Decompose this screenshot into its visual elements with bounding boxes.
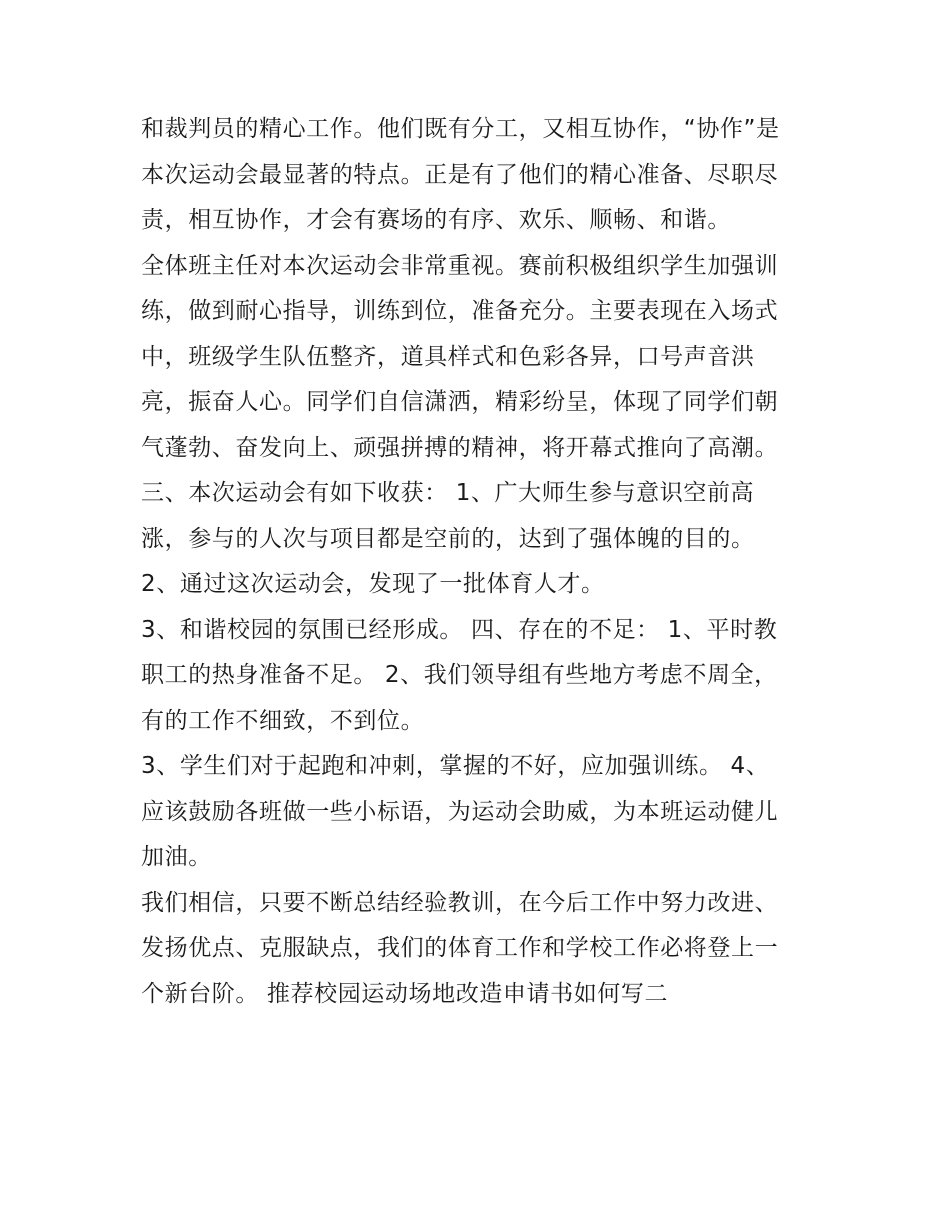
- text-line: 3、学生们对于起跑和冲刺，掌握的不好，应加强训练。 4、: [141, 753, 770, 779]
- text-line: 三、本次运动会有如下收获： 1、广大师生参与意识空前高: [141, 480, 755, 506]
- text-line: 责，相互协作，才会有赛场的有序、欢乐、顺畅、和谐。: [141, 207, 731, 233]
- text-line: 练，做到耐心指导，训练到位，准备充分。主要表现在入场式: [141, 298, 779, 324]
- text-line: 发扬优点、克服缺点，我们的体育工作和学校工作必将登上一: [141, 935, 779, 961]
- text-line: 亮，振奋人心。同学们自信潇洒，精彩纷呈，体现了同学们朝: [141, 389, 779, 415]
- body-text: [141, 107, 821, 1017]
- text-line: 全体班主任对本次运动会非常重视。赛前积极组织学生加强训: [141, 252, 779, 279]
- text-line: 本次运动会最显著的特点。正是有了他们的精心准备、尽职尽: [141, 161, 779, 188]
- text-line: 3、和谐校园的氛围已经形成。 四、存在的不足： 1、平时教: [141, 616, 778, 643]
- text-line: 职工的热身准备不足。 2、我们领导组有些地方考虑不周全，: [141, 662, 778, 688]
- text-line: 我们相信，只要不断总结经验教训，在今后工作中努力改进、: [141, 889, 779, 916]
- text-line: 和裁判员的精心工作。他们既有分工，又相互协作，“协作”是: [141, 116, 780, 142]
- text-line: 有的工作不细致，不到位。: [141, 707, 425, 734]
- text-line: 中，班级学生队伍整齐，道具样式和色彩各异，口号声音洪: [141, 343, 755, 370]
- text-line: 气蓬勃、奋发向上、顽强拼搏的精神，将开幕式推向了高潮。: [141, 434, 779, 461]
- text-line: 加油。: [141, 844, 212, 870]
- text-line: 涨，参与的人次与项目都是空前的，达到了强体魄的目的。: [141, 525, 755, 552]
- text-line: 应该鼓励各班做一些小标语，为运动会助威，为本班运动健儿: [141, 798, 779, 825]
- text-line: 2、通过这次运动会，发现了一批体育人才。: [141, 571, 605, 597]
- text-line: 个新台阶。 推荐校园运动场地改造申请书如何写二: [141, 980, 669, 1007]
